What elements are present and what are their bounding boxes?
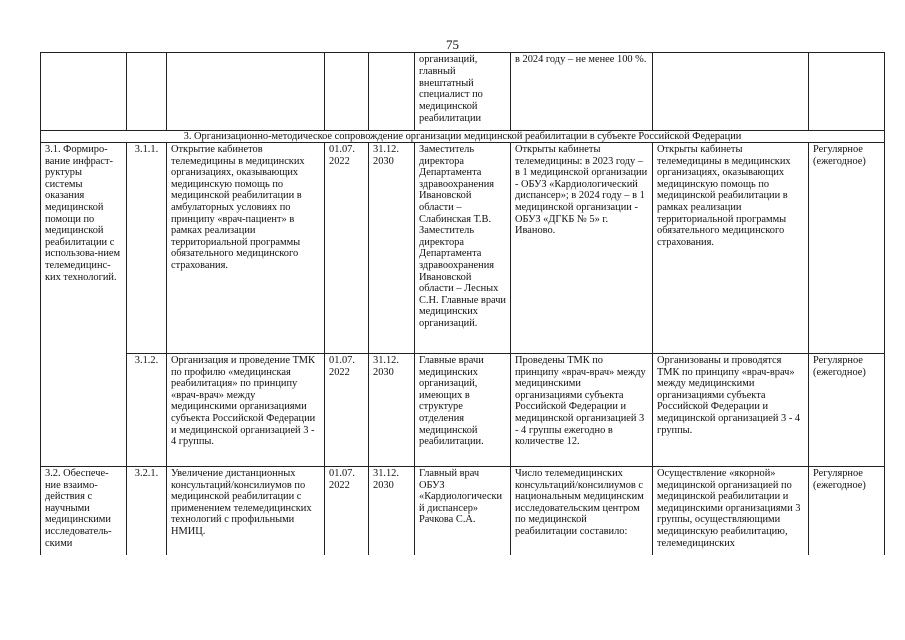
result-cell: Открыты кабинеты телемедицины в медицинских организациях, оказывающих медицинскую помощь по медицинской реабилитации в рамках реализации территориальной программы обязательного медицинского страхования. <box>653 143 809 354</box>
result-cell: Организованы и проводятся ТМК по принципу «врач-врач» между медицинскими организациями субъекта Российской Федерации и медицинской организацией 3 - 4 группы. <box>653 354 809 467</box>
table-row <box>41 467 885 555</box>
start-date: 01.07. 2022 <box>325 143 369 354</box>
result-cell: Осуществление «якорной» медицинской организацией по медицинской реабилитации и медицинскими организациями 3 группы, осуществляющими медицинскую реабилитацию, телемедицинских <box>653 467 809 555</box>
executor-cell: Заместитель директора Департамента здравоохранения Ивановской области – Слабинская Т.В. Заместитель директора Департамента здравоохранения Ивановской области – Лесных С.Н. Главные врачи медицинских организаций. <box>415 143 511 354</box>
row-number: 3.1.2. <box>127 354 167 467</box>
start-date: 01.07. 2022 <box>325 354 369 467</box>
activity-cell: Увеличение дистанционных консультаций/консилиумов по медицинской реабилитации с применением телемедицинских технологий с профильными НМИЦ. <box>167 467 325 555</box>
task-cell: 3.2. Обеспече-ние взаимо-действия с научными медицинскими исследователь-скими <box>41 467 127 555</box>
table-row <box>41 143 885 354</box>
end-date: 31.12. 2030 <box>369 467 415 555</box>
page-number: 75 <box>446 37 459 52</box>
row-number: 3.2.1. <box>127 467 167 555</box>
plan-table <box>40 52 885 555</box>
indicator-cell: Число телемедицинских консультаций/консилиумов с национальным медицинским исследовательским центром по медицинской реабилитации составило: <box>511 467 653 555</box>
indicator-cell: в 2024 году – не менее 100 %. <box>511 53 653 131</box>
periodicity-cell: Регулярное (ежегодное) <box>809 354 885 467</box>
end-date: 31.12. 2030 <box>369 354 415 467</box>
task-cell: 3.1. Формиро-вание инфраст-руктуры системы оказания медицинской помощи по медицинской реабилитации с использова-нием телемедицинс-ких технологий. <box>41 143 127 467</box>
executor-cell: Главные врачи медицинских организаций, имеющих в структуре отделения медицинской реабилитации. <box>415 354 511 467</box>
section-header: 3. Организационно-методическое сопровождение организации медицинской реабилитации в субъекте Российской Федерации <box>41 131 885 143</box>
continuation-row <box>41 53 885 131</box>
periodicity-cell: Регулярное (ежегодное) <box>809 143 885 354</box>
executor-cell: организаций, главный внештатный специалист по медицинской реабилитации <box>415 53 511 131</box>
section-header-row <box>41 131 885 143</box>
table-row <box>41 354 885 467</box>
row-number: 3.1.1. <box>127 143 167 354</box>
end-date: 31.12. 2030 <box>369 143 415 354</box>
indicator-cell: Открыты кабинеты телемедицины: в 2023 году – в 1 медицинской организации - ОБУЗ «Кардиологический диспансер»; в 2024 году – в 1 медицинской организации - ОБУЗ «ДГКБ № 5» г. Иваново. <box>511 143 653 354</box>
activity-cell: Организация и проведение ТМК по профилю «медицинская реабилитация» по принципу «врач-врач» между медицинскими организациями субъекта Российской Федерации и медицинской организацией 3 - 4 группы. <box>167 354 325 467</box>
start-date: 01.07. 2022 <box>325 467 369 555</box>
periodicity-cell: Регулярное (ежегодное) <box>809 467 885 555</box>
executor-cell: Главный врач ОБУЗ «Кардиологически й диспансер» Рачкова С.А. <box>415 467 511 555</box>
activity-cell: Открытие кабинетов телемедицины в медицинских организациях, оказывающих медицинскую помощь по медицинской реабилитации в амбулаторных условиях по принципу «врач-пациент» в рамках реализации территориальной программы обязательного медицинского страхования. <box>167 143 325 354</box>
indicator-cell: Проведены ТМК по принципу «врач-врач» между медицинскими организациями субъекта Российской Федерации и медицинской организацией 3 - 4 группы ежегодно в количестве 12. <box>511 354 653 467</box>
